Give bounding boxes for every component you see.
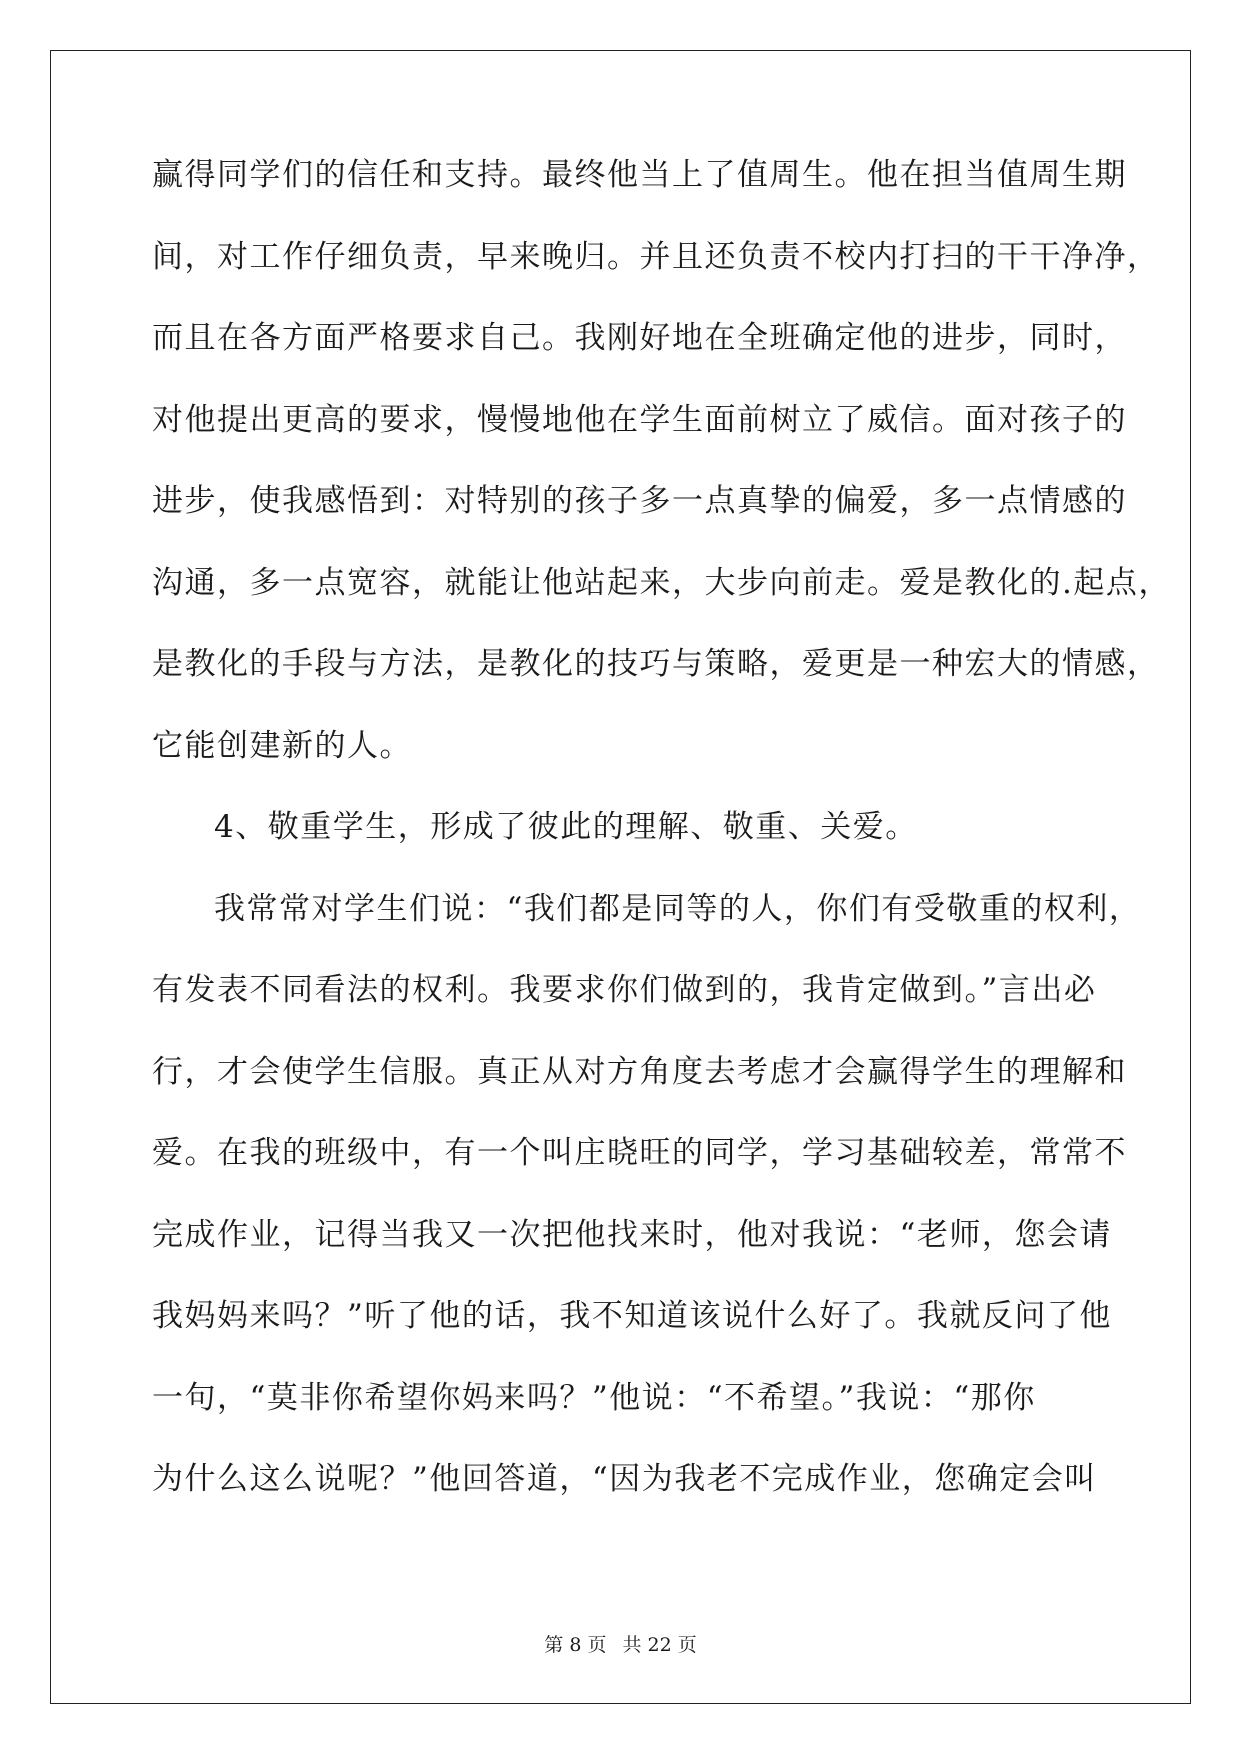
page-footer <box>0 1633 1241 1657</box>
page-total: 共 22 页 <box>622 1634 697 1656</box>
text-line: 对他提出更高的要求，慢慢地他在学生面前树立了威信。面对孩子的 <box>152 401 1127 438</box>
text-line: 进步，使我感悟到：对特别的孩子多一点真挚的偏爱，多一点情感的 <box>152 483 1127 519</box>
text-line: 而且在各方面严格要求自己。我刚好地在全班确定他的进步，同时， <box>152 320 1127 356</box>
text-line: 间，对工作仔细负责，早来晚归。并且还负责不校内打扫的干干净净， <box>152 238 1160 275</box>
text-line: 行，才会使学生信服。真正从对方角度去考虑才会赢得学生的理解和 <box>152 1053 1127 1090</box>
text-line: 我常常对学生们说：“我们都是同等的人，你们有受敬重的权利， <box>214 890 1142 927</box>
section-heading: 4、敬重学生，形成了彼此的理解、敬重、关爱。 <box>214 809 918 845</box>
text-line: 赢得同学们的信任和支持。最终他当上了值周生。他在担当值周生期 <box>152 157 1127 193</box>
text-line: 完成作业，记得当我又一次把他找来时，他对我说：“老师，您会请 <box>152 1216 1112 1253</box>
text-line: 有发表不同看法的权利。我要求你们做到的，我肯定做到。”言出必 <box>152 972 1097 1008</box>
text-line: 爱。在我的班级中，有一个叫庄晓旺的同学，学习基础较差，常常不 <box>152 1135 1127 1171</box>
text-line: 一句，“莫非你希望你妈来吗？”他说：“不希望。”我说：“那你 <box>152 1379 1036 1416</box>
text-line: 沟通，多一点宽容，就能让他站起来，大步向前走。爱是教化的.起点， <box>152 564 1171 601</box>
text-line: 它能创建新的人。 <box>152 727 412 764</box>
page-number: 第 8 页 <box>544 1634 607 1656</box>
document-body <box>152 157 1171 1544</box>
text-line: 为什么这么说呢？”他回答道，“因为我老不完成作业，您确定会叫 <box>152 1461 1097 1497</box>
text-line: 我妈妈来吗？”听了他的话，我不知道该说什么好了。我就反问了他 <box>152 1298 1112 1334</box>
text-line: 是教化的手段与方法，是教化的技巧与策略，爱更是一种宏大的情感， <box>152 646 1160 682</box>
